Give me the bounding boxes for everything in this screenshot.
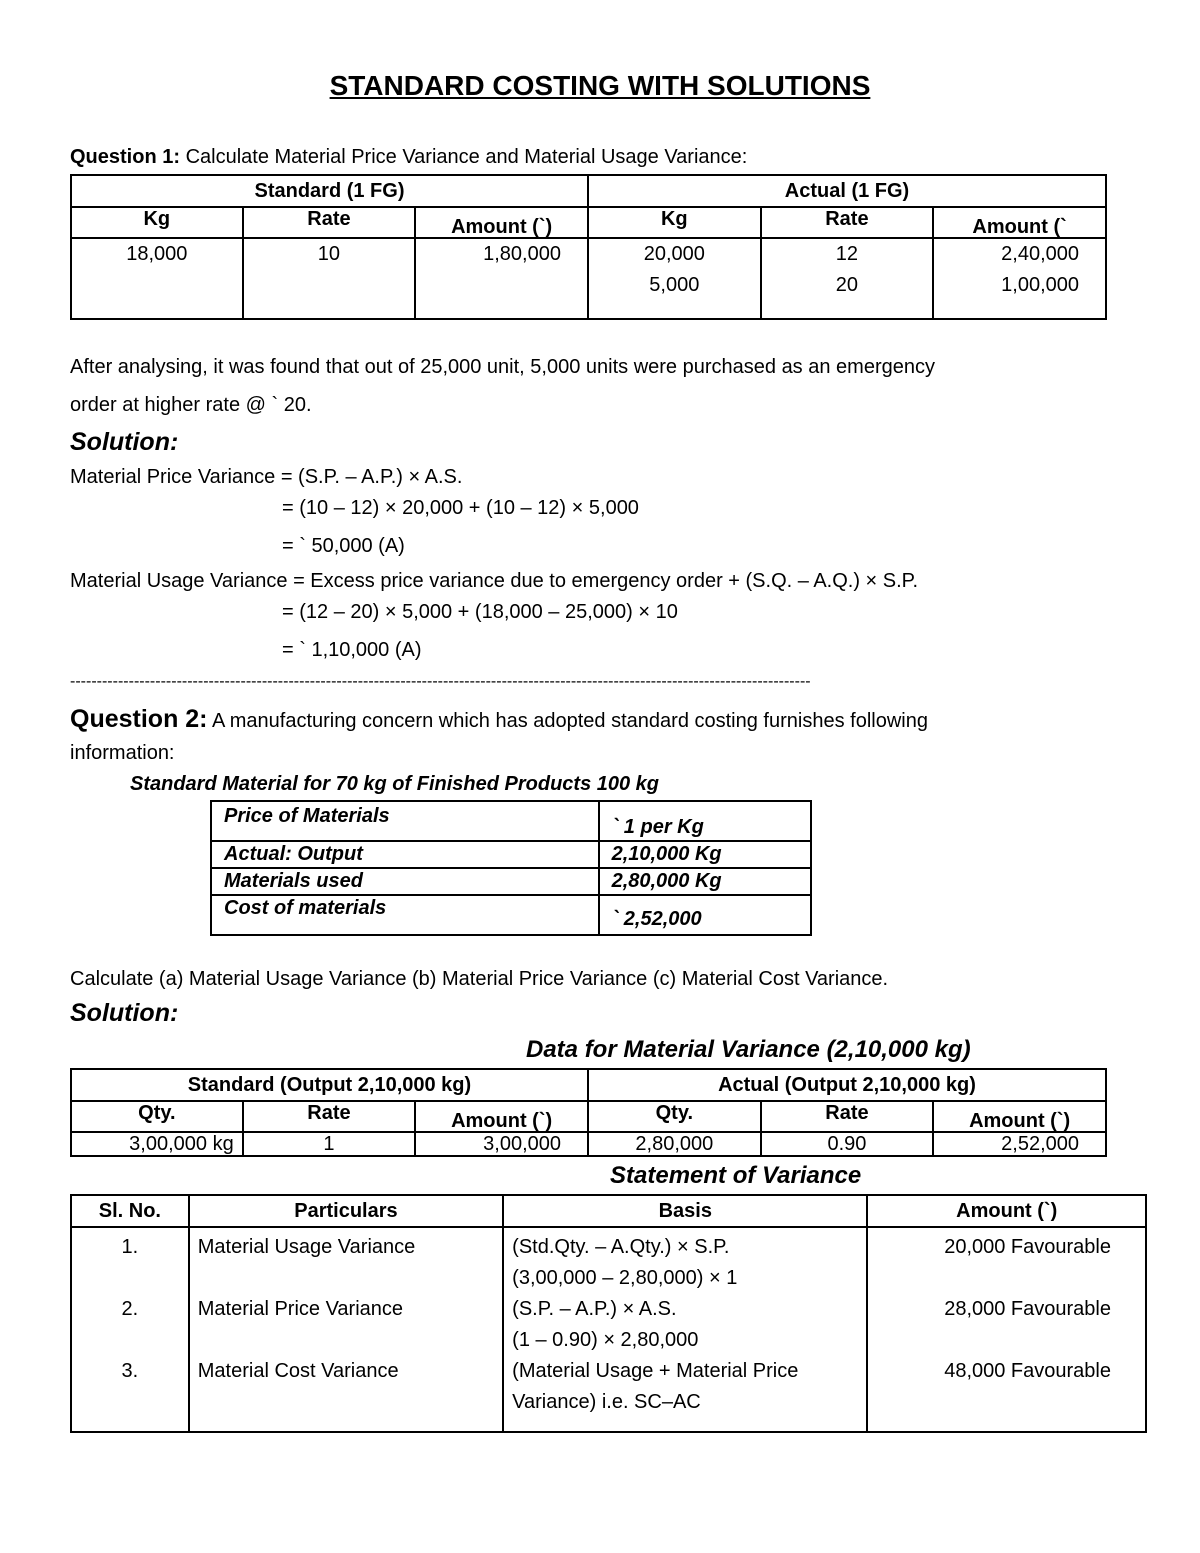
stmt-amount: 48,000 Favourable [944, 1360, 1111, 1382]
stmt-particulars: Material Price Variance [197, 1298, 404, 1320]
q1-solution-label: Solution: [70, 428, 179, 456]
q1-mpv-line-2: = (10 – 12) × 20,000 + (10 – 12) × 5,000 [282, 497, 639, 519]
q2-info-value: 2,80,000 Kg [599, 868, 811, 895]
q1-mpv-line-1: Material Price Variance = (S.P. – A.P.) × A.S. [70, 466, 463, 488]
q2-info-label: Actual: Output [211, 841, 599, 868]
q2-act-amount-header: Amount (`) [933, 1101, 1106, 1132]
q1-std-amount: 1,80,000 [415, 238, 588, 319]
stmt-sl: 1. [121, 1236, 139, 1258]
q1-note-line-2: order at higher rate @ ` 20. [70, 394, 312, 416]
q2-std-rate-header: Rate [243, 1101, 416, 1132]
q1-note-line-1: After analysing, it was found that out of 25,000 unit, 5,000 units were purchased as an emergency [70, 356, 935, 378]
q1-act-rate-1: 12 [835, 243, 859, 265]
q1-standard-header: Standard (1 FG) [71, 175, 588, 207]
q2-info-row [211, 895, 811, 935]
q2-act-amount: 2,52,000 [933, 1132, 1106, 1156]
stmt-basis-header: Basis [503, 1195, 867, 1227]
q2-info-label: Materials used [211, 868, 599, 895]
q2-info-table [210, 800, 812, 936]
q2-solution-label: Solution: [70, 999, 179, 1027]
question-1-text: Calculate Material Price Variance and Material Usage Variance: [185, 146, 748, 168]
stmt-sl: 2. [121, 1298, 139, 1320]
page-title: STANDARD COSTING WITH SOLUTIONS [329, 70, 871, 101]
q2-act-qty-header: Qty. [588, 1101, 761, 1132]
q1-std-rate-header: Rate [243, 207, 416, 238]
question-2-label: Question 2: [70, 705, 208, 733]
q2-data-caption: Data for Material Variance (2,10,000 kg) [526, 1036, 971, 1063]
stmt-basis-line: (1 – 0.90) × 2,80,000 [512, 1329, 699, 1351]
stmt-amount-header: Amount (`) [867, 1195, 1146, 1227]
q1-act-kg-cell [588, 238, 761, 319]
q1-act-amount-header: Amount (` [933, 207, 1106, 238]
q1-std-kg-header: Kg [71, 207, 243, 238]
q2-statement-table [70, 1194, 1147, 1433]
q1-act-rate-header: Rate [761, 207, 934, 238]
stmt-sl-column [71, 1227, 189, 1432]
stmt-basis-line: (Material Usage + Material Price [512, 1360, 799, 1382]
stmt-basis-line: (S.P. – A.P.) × A.S. [512, 1298, 677, 1320]
question-2-text-line-1: A manufacturing concern which has adopted standard costing furnishes following [211, 710, 928, 732]
q2-act-qty: 2,80,000 [588, 1132, 761, 1156]
stmt-amount: 20,000 Favourable [944, 1236, 1111, 1258]
question-1-table [70, 174, 1107, 320]
q1-muv-line-3: = ` 1,10,000 (A) [282, 639, 422, 661]
q2-std-qty-header: Qty. [71, 1101, 243, 1132]
stmt-amount: 28,000 Favourable [944, 1298, 1111, 1320]
stmt-amount-column [867, 1227, 1146, 1432]
q2-standard-caption: Standard Material for 70 kg of Finished Products 100 kg [130, 773, 660, 795]
q1-actual-header: Actual (1 FG) [588, 175, 1106, 207]
q1-std-kg: 18,000 [71, 238, 243, 319]
q2-standard-header: Standard (Output 2,10,000 kg) [71, 1069, 588, 1101]
q1-muv-line-1: Material Usage Variance = Excess price variance due to emergency order + (S.Q. – A.Q.) × S.P. [70, 570, 918, 592]
q2-data-table [70, 1068, 1107, 1157]
q2-std-qty: 3,00,000 kg [71, 1132, 243, 1156]
q1-act-amount-1: 2,40,000 [1001, 243, 1079, 265]
q2-actual-header: Actual (Output 2,10,000 kg) [588, 1069, 1106, 1101]
stmt-particulars-header: Particulars [189, 1195, 503, 1227]
q1-act-amount-2: 1,00,000 [1001, 274, 1079, 296]
q2-calc-text: Calculate (a) Material Usage Variance (b) Material Price Variance (c) Material Cost Variance. [70, 968, 889, 990]
q2-act-rate: 0.90 [761, 1132, 934, 1156]
q1-act-amount-cell [933, 238, 1106, 319]
stmt-basis-column [503, 1227, 867, 1432]
q2-std-rate: 1 [243, 1132, 416, 1156]
q1-muv-line-2: = (12 – 20) × 5,000 + (18,000 – 25,000) × 10 [282, 601, 678, 623]
q2-statement-caption: Statement of Variance [610, 1162, 862, 1189]
q1-std-rate: 10 [243, 238, 416, 319]
question-2-prompt [70, 705, 928, 734]
q2-std-amount: 3,00,000 [415, 1132, 588, 1156]
q2-act-rate-header: Rate [761, 1101, 934, 1132]
question-2-text-line-2: information: [70, 742, 175, 764]
q2-info-row [211, 841, 811, 868]
stmt-particulars: Material Cost Variance [197, 1360, 399, 1382]
q2-info-row [211, 868, 811, 895]
q2-info-label: Cost of materials [211, 895, 599, 935]
stmt-particulars-column [189, 1227, 503, 1432]
q2-info-value: ` 1 per Kg [599, 801, 811, 841]
q1-mpv-line-3: = ` 50,000 (A) [282, 535, 405, 557]
q1-std-amount-header: Amount (`) [415, 207, 588, 238]
stmt-particulars: Material Usage Variance [197, 1236, 416, 1258]
q1-act-rate-2: 20 [835, 274, 859, 296]
stmt-sl-header: Sl. No. [71, 1195, 189, 1227]
q2-info-value: ` 2,52,000 [599, 895, 811, 935]
q1-act-kg-2: 5,000 [649, 274, 700, 296]
question-1-prompt [70, 146, 747, 169]
question-1-label: Question 1: [70, 146, 181, 168]
q1-act-kg-header: Kg [588, 207, 761, 238]
q2-std-amount-header: Amount (`) [415, 1101, 588, 1132]
q2-info-label: Price of Materials [211, 801, 599, 841]
stmt-basis-line: (Std.Qty. – A.Qty.) × S.P. [512, 1236, 730, 1258]
q2-info-row [211, 801, 811, 841]
stmt-sl: 3. [121, 1360, 139, 1382]
q1-act-rate-cell [761, 238, 934, 319]
q2-info-value: 2,10,000 Kg [599, 841, 811, 868]
q1-act-kg-1: 20,000 [643, 243, 705, 265]
section-separator: ------------------------------------------------------------------------------------------------------------------------------------------- [70, 673, 811, 690]
stmt-basis-line: (3,00,000 – 2,80,000) × 1 [512, 1267, 738, 1289]
stmt-basis-line: Variance) i.e. SC–AC [512, 1391, 701, 1413]
